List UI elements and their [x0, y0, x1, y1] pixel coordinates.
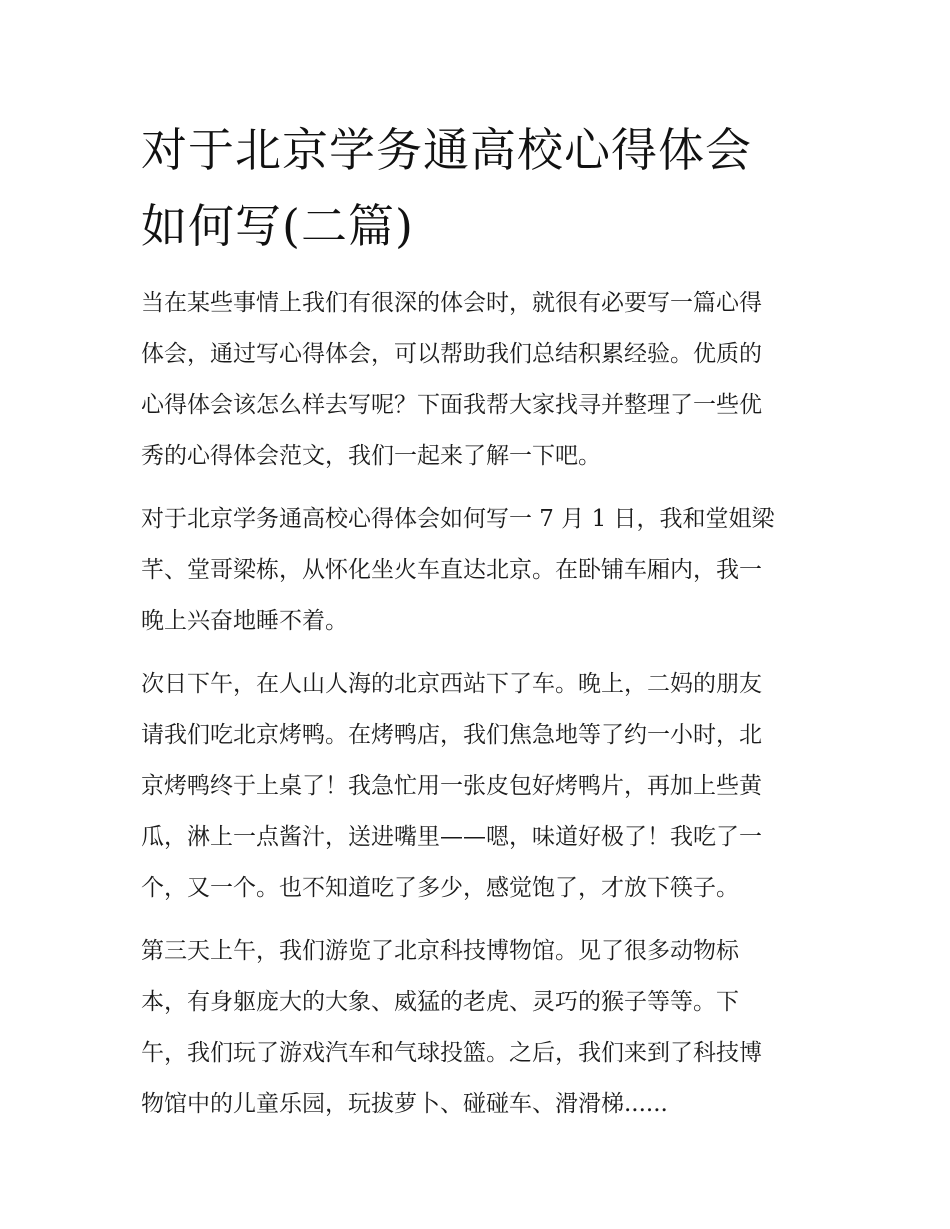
title-line: 如何写(二篇) — [141, 199, 414, 253]
paragraph-roast-duck — [141, 659, 813, 914]
document-content — [141, 112, 813, 1130]
paragraph-line: 请我们吃北京烤鸭。在烤鸭店，我们焦急地等了约一小时，北 — [141, 722, 762, 748]
paragraph-line: 心得体会该怎么样去写呢？下面我帮大家找寻并整理了一些优 — [141, 392, 762, 418]
paragraph-line: 体会，通过写心得体会，可以帮助我们总结积累经验。优质的 — [141, 341, 762, 367]
paragraph-trip-start — [141, 494, 813, 647]
paragraph-intro — [141, 278, 813, 482]
paragraph-museum — [141, 926, 813, 1130]
paragraph-line: 物馆中的儿童乐园，玩拔萝卜、碰碰车、滑滑梯...... — [141, 1091, 668, 1117]
document-title — [141, 112, 813, 264]
paragraph-line: 本，有身躯庞大的大象、威猛的老虎、灵巧的猴子等等。下 — [141, 989, 739, 1015]
paragraph-line: 对于北京学务通高校心得体会如何写一 7 月 1 日，我和堂姐梁 — [141, 506, 775, 532]
paragraph-line: 京烤鸭终于上桌了！我急忙用一张皮包好烤鸭片，再加上些黄 — [141, 773, 762, 799]
paragraph-line: 午，我们玩了游戏汽车和气球投篮。之后，我们来到了科技博 — [141, 1040, 762, 1066]
paragraph-line: 第三天上午，我们游览了北京科技博物馆。见了很多动物标 — [141, 938, 739, 964]
paragraph-line: 次日下午，在人山人海的北京西站下了车。晚上，二妈的朋友 — [141, 671, 762, 697]
paragraph-line: 晚上兴奋地睡不着。 — [141, 608, 348, 634]
paragraph-line: 个，又一个。也不知道吃了多少，感觉饱了，才放下筷子。 — [141, 875, 739, 901]
paragraph-line: 瓜，淋上一点酱汁，送进嘴里——嗯，味道好极了！我吃了一 — [141, 824, 762, 850]
paragraph-line: 当在某些事情上我们有很深的体会时，就很有必要写一篇心得 — [141, 290, 762, 316]
paragraph-line: 秀的心得体会范文，我们一起来了解一下吧。 — [141, 443, 601, 469]
paragraph-line: 芊、堂哥梁栋，从怀化坐火车直达北京。在卧铺车厢内，我一 — [141, 557, 762, 583]
title-line: 对于北京学务通高校心得体会 — [141, 123, 752, 177]
